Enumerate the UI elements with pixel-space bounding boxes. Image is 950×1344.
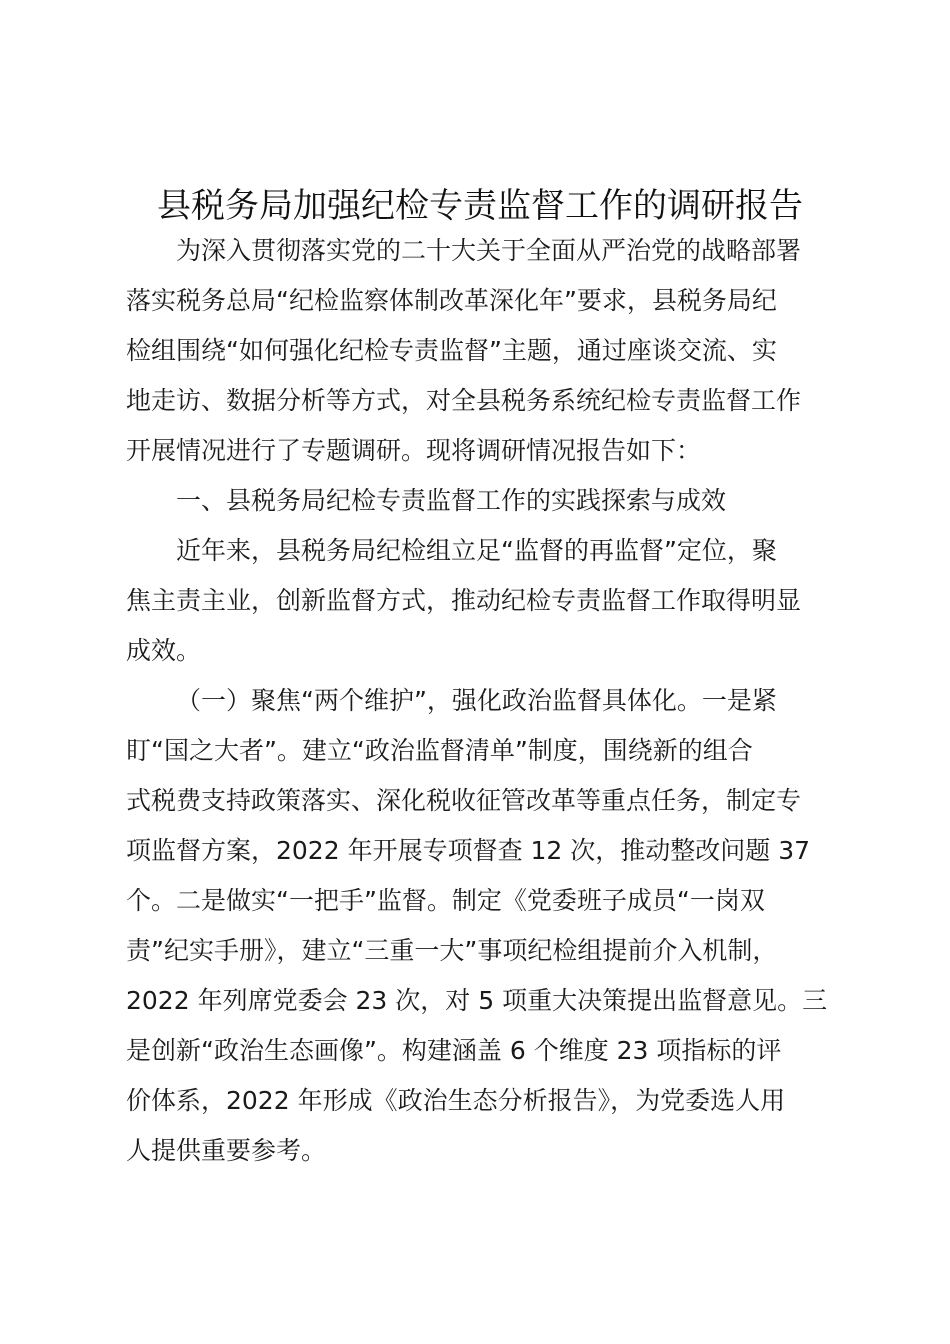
text-line: 焦主责主业，创新监督方式，推动纪检专责监督工作取得明显 — [126, 586, 802, 615]
intro-paragraph — [126, 226, 836, 476]
section-intro-paragraph — [126, 526, 836, 676]
text-line: 一、县税务局纪检专责监督工作的实践探索与成效 — [176, 486, 727, 515]
document-title: 县税务局加强纪检专责监督工作的调研报告 — [157, 186, 803, 226]
text-line: 地走访、数据分析等方式，对全县税务系统纪检专责监督工作 — [126, 386, 802, 415]
text-line: 近年来，县税务局纪检组立足“监督的再监督”定位，聚 — [176, 536, 777, 565]
subsection-paragraph — [126, 676, 836, 1176]
text-line: 式税费支持政策落实、深化税收征管改革等重点任务，制定专 — [126, 786, 802, 815]
document-body — [126, 226, 836, 1176]
text-line: 盯“国之大者”。建立“政治监督清单”制度，围绕新的组合 — [126, 736, 753, 765]
section-heading — [126, 476, 836, 526]
text-line: 为深入贯彻落实党的二十大关于全面从严治党的战略部署 — [176, 236, 802, 265]
text-line: 检组围绕“如何强化纪检专责监督”主题，通过座谈交流、实 — [126, 336, 777, 365]
text-line: 开展情况进行了专题调研。现将调研情况报告如下： — [126, 436, 702, 465]
text-line: 是创新“政治生态画像”。构建涵盖 6 个维度 23 项指标的评 — [126, 1036, 782, 1065]
text-line: 项监督方案，2022 年开展专项督查 12 次，推动整改问题 37 — [126, 836, 811, 865]
text-line: 落实税务总局“纪检监察体制改革深化年”要求，县税务局纪 — [126, 286, 777, 315]
text-line: 人提供重要参考。 — [126, 1136, 327, 1165]
text-line: 价体系，2022 年形成《政治生态分析报告》，为党委选人用 — [126, 1086, 786, 1115]
text-line: 2022 年列席党委会 23 次，对 5 项重大决策提出监督意见。三 — [126, 986, 828, 1015]
text-line: 成效。 — [126, 636, 202, 665]
text-line: 责”纪实手册》，建立“三重一大”事项纪检组提前介入机制， — [126, 936, 778, 965]
text-line: 个。二是做实“一把手”监督。制定《党委班子成员“一岗双 — [126, 886, 765, 915]
text-line: （一）聚焦“两个维护”，强化政治监督具体化。一是紧 — [176, 686, 777, 715]
